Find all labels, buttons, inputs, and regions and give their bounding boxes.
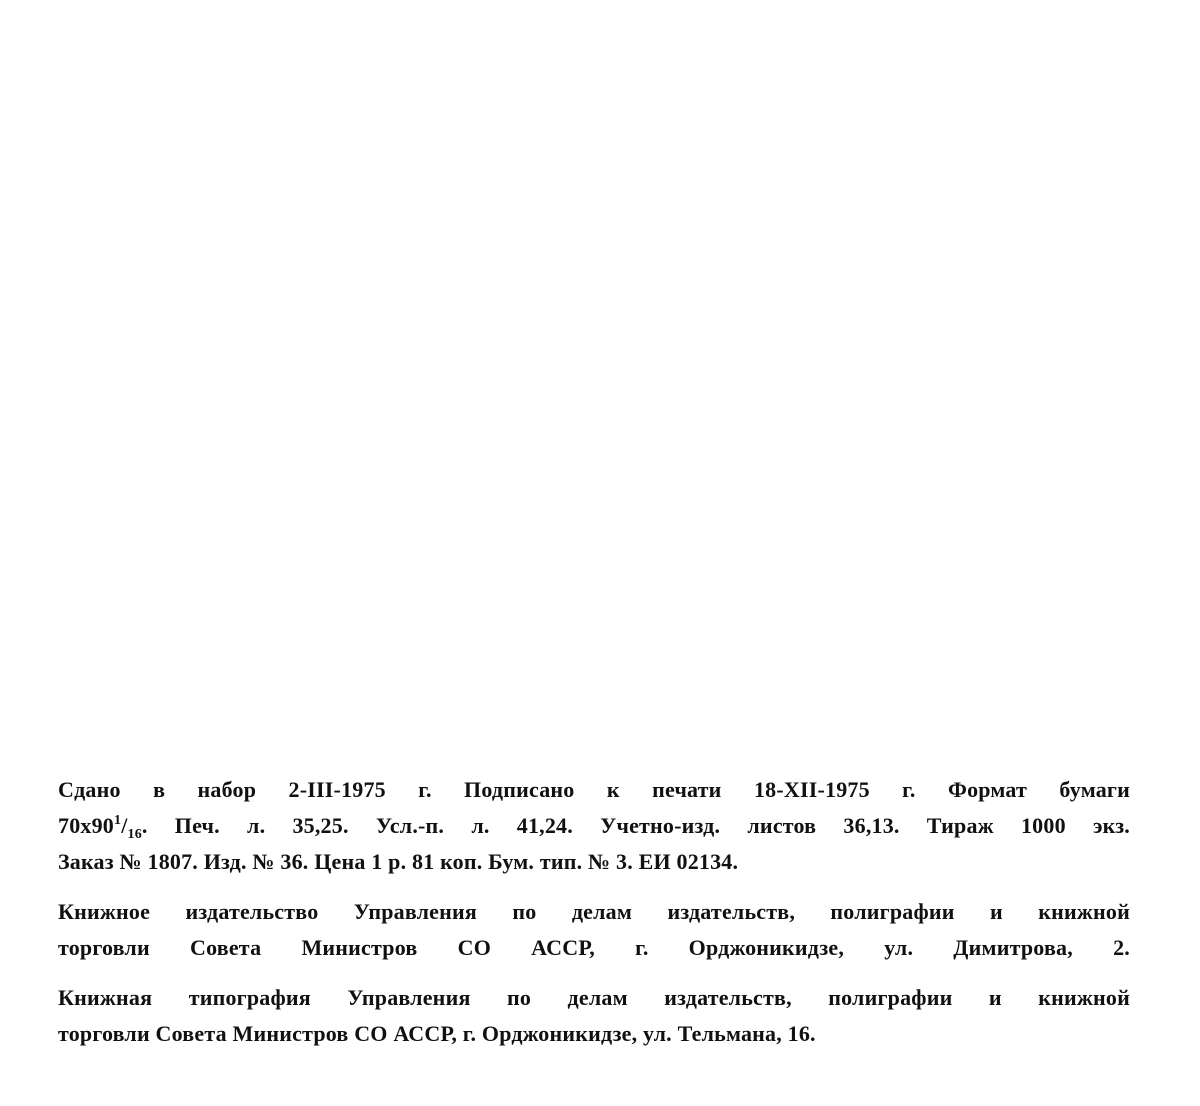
printer-line-2: торговли Совета Министров СО АССР, г. Орджоникидзе, ул. Тельмана, 16.: [58, 1021, 816, 1046]
paper-format-numerator: 1: [114, 813, 122, 828]
print-details-line-2: [58, 808, 1130, 844]
printer-line-1: Книжная типография Управления по делам издательств, полиграфии и книжной: [58, 985, 1130, 1010]
publisher-line-2: торговли Совета Министров СО АССР, г. Орджоникидзе, ул. Димитрова, 2.: [58, 935, 1130, 960]
printer-paragraph: [58, 980, 1130, 1052]
publisher-paragraph: [58, 894, 1130, 966]
paper-format-denominator: 16: [127, 827, 142, 842]
print-details-line-1: Сдано в набор 2-III-1975 г. Подписано к печати 18-XII-1975 г. Формат бумаги: [58, 777, 1130, 802]
publisher-line-1: Книжное издательство Управления по делам издательств, полиграфии и книжной: [58, 899, 1130, 924]
paper-format-slash: /: [121, 813, 128, 838]
print-sheets-info: . Печ. л. 35,25. Усл.-п. л. 41,24. Учетно-изд. листов 36,13. Тираж 1000 экз.: [141, 813, 1130, 838]
print-details-line-3: Заказ № 1807. Изд. № 36. Цена 1 р. 81 коп. Бум. тип. № 3. ЕИ 02134.: [58, 849, 739, 874]
colophon-imprint: [58, 772, 1130, 1052]
paper-format-value: 70x90: [58, 813, 114, 838]
print-details-paragraph: [58, 772, 1130, 880]
